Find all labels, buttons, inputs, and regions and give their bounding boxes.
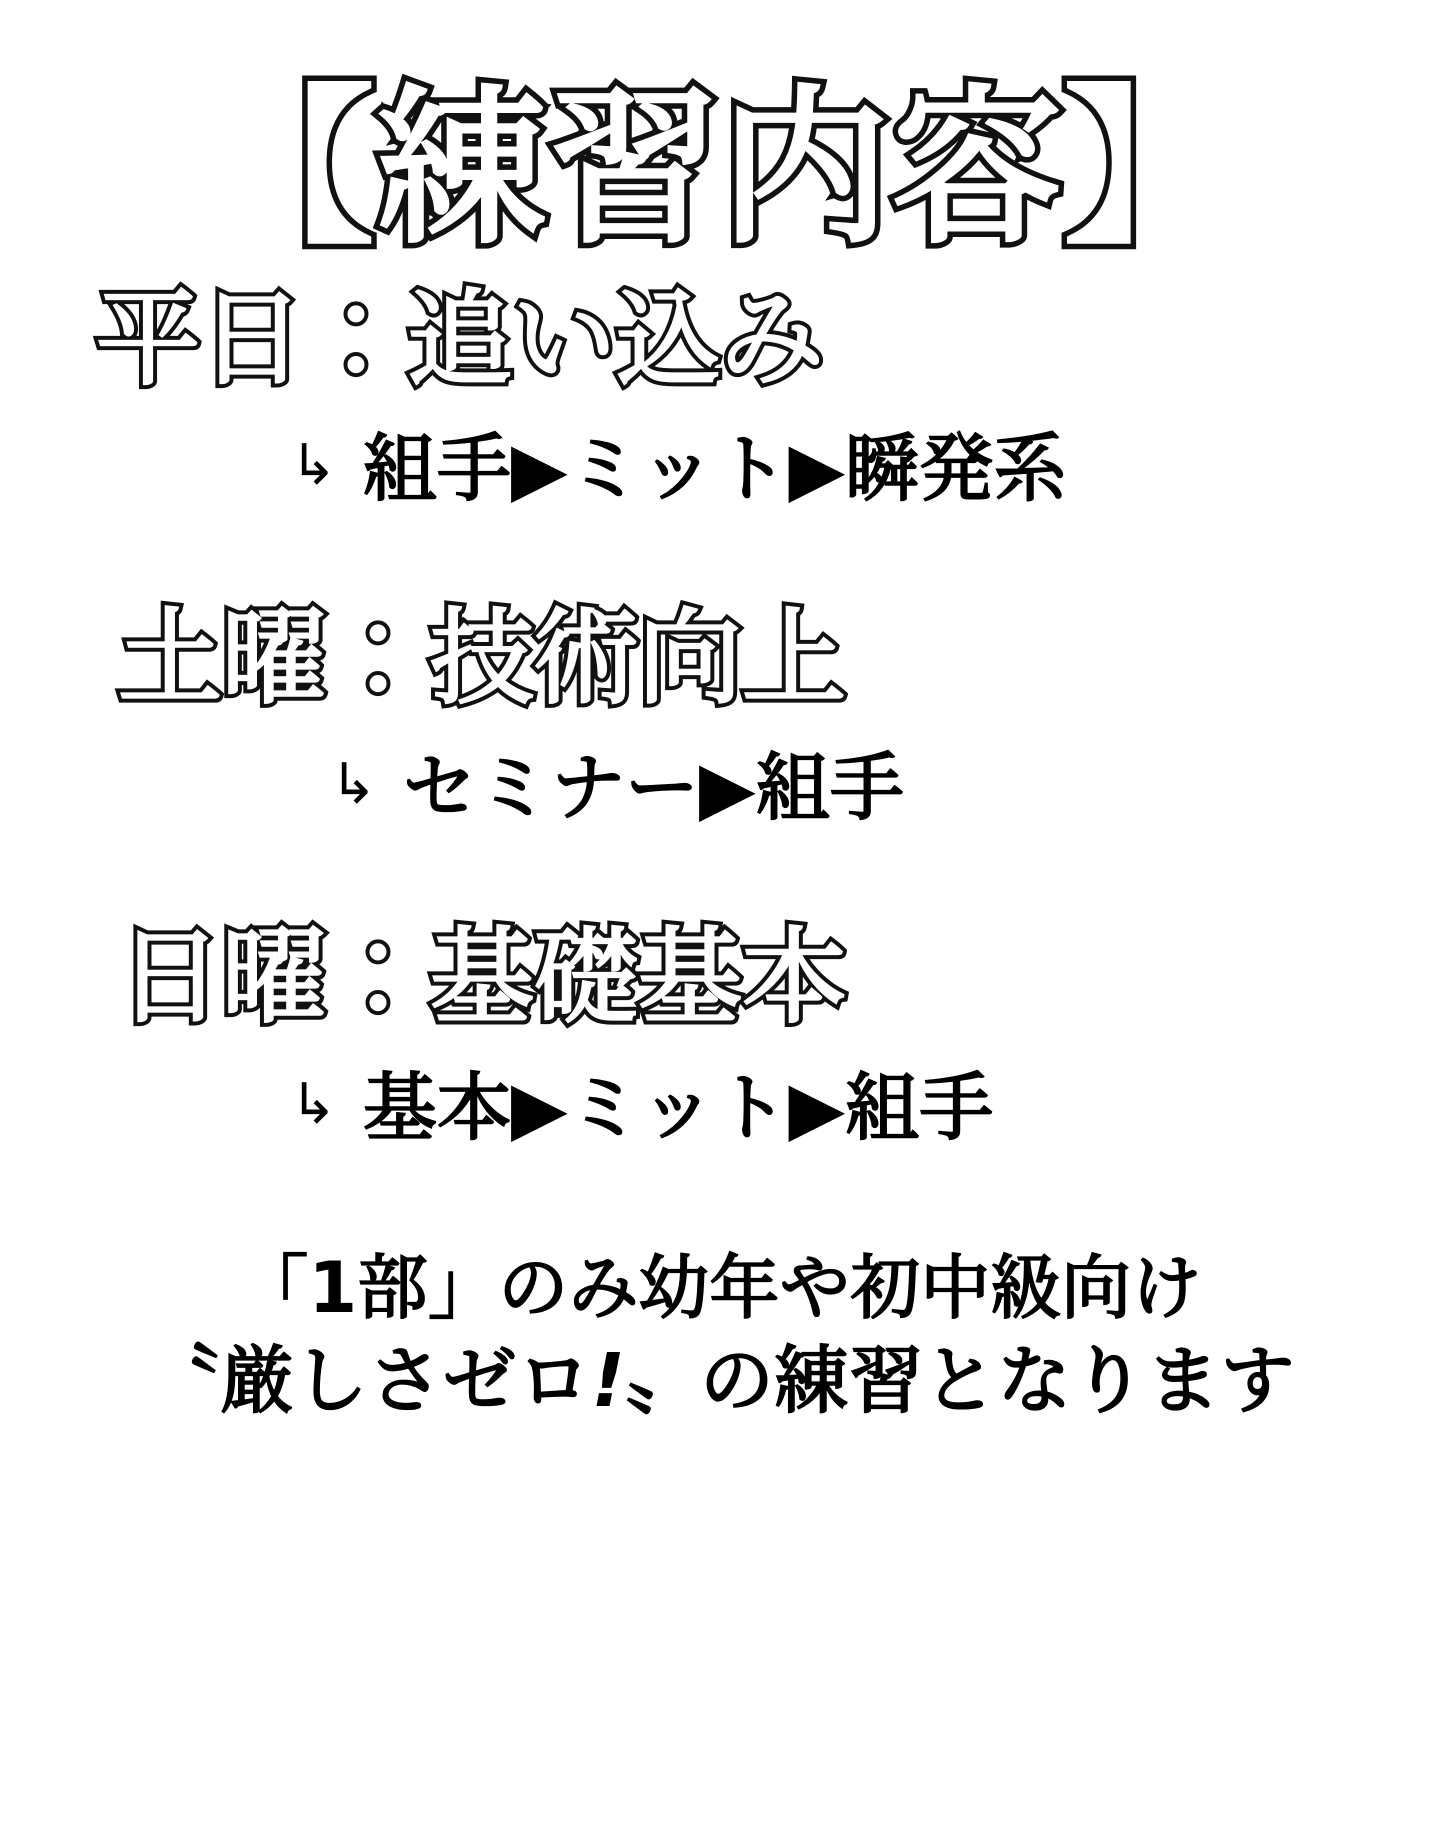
page-title: 【練習内容】 bbox=[204, 70, 1236, 268]
schedule-heading-weekday: 平日：追い込み bbox=[96, 277, 825, 400]
schedule-detail-weekday: 組手▶ミット▶瞬発系 bbox=[362, 425, 1068, 512]
schedule-detail-saturday: セミナー▶組手 bbox=[402, 745, 904, 832]
schedule-entry-saturday bbox=[0, 596, 1440, 833]
schedule-entry-weekday bbox=[0, 277, 1440, 514]
arrow-hook-icon: ↳ bbox=[330, 752, 377, 818]
footer-note-line-2 bbox=[145, 1334, 1295, 1429]
schedule-detail-sunday-row bbox=[0, 1064, 1440, 1153]
schedule-detail-saturday-row bbox=[0, 744, 1440, 833]
schedule-heading-sunday: 日曜：基礎基本 bbox=[118, 916, 847, 1039]
footer-note bbox=[145, 1244, 1295, 1428]
footer-note-line-2-suffix: 〟の練習となります bbox=[625, 1337, 1295, 1424]
schedule-detail-sunday: 基本▶ミット▶組手 bbox=[362, 1064, 994, 1151]
schedule-detail-weekday-row bbox=[0, 425, 1440, 514]
footer-note-line-2-prefix: 〝厳しさゼロ bbox=[145, 1337, 592, 1424]
arrow-hook-icon: ↳ bbox=[290, 432, 337, 498]
footer-note-emphasis: ! bbox=[591, 1337, 626, 1424]
schedule-entry-sunday bbox=[0, 916, 1440, 1152]
schedule-heading-saturday: 土曜：技術向上 bbox=[118, 596, 847, 719]
arrow-hook-icon: ↳ bbox=[290, 1071, 337, 1137]
footer-note-line-1: 「1部」のみ幼年や初中級向け bbox=[238, 1247, 1202, 1330]
